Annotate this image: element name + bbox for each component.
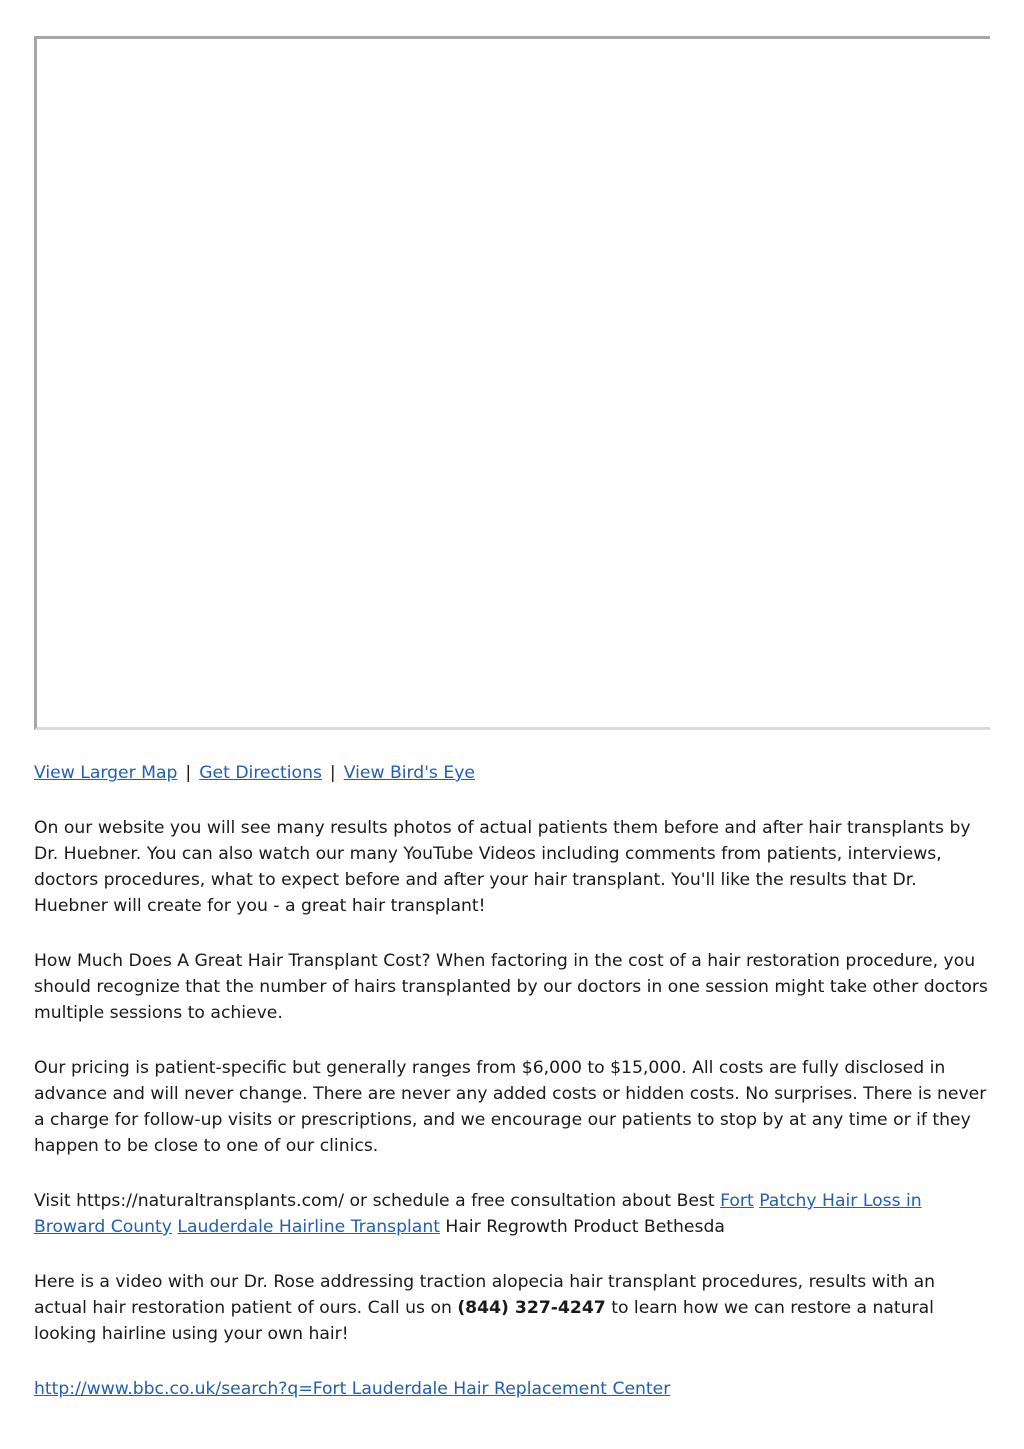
paragraph-results-photos: On our website you will see many results photos of actual patients them before and after hair transplants by Dr. Huebner. You can also watch our many YouTube Videos including comments from patients, interviews, doctors procedures, what to expect before and after your hair transplant. You'll like the results that Dr. Huebner will create for you - a great hair transplant! — [34, 818, 971, 916]
video-intro-text: Here is a video with our Dr. Rose addressing traction alopecia hair transplant procedures, results with an actual hair restoration patient of ours. Call us on — [34, 1272, 935, 1318]
phone-number: (844) 327-4247 — [457, 1298, 606, 1318]
link-separator: | — [329, 763, 336, 783]
paragraph-visit — [34, 1188, 990, 1240]
paragraph-pricing: Our pricing is patient-specific but generally ranges from $6,000 to $15,000. All costs are fully disclosed in advance and will never change. There are never any added costs or hidden costs. No surprises. There is never a charge for follow-up visits or prescriptions, and we encourage our patients to stop by at any time or if they happen to be close to one of our clinics. — [34, 1058, 987, 1156]
bbc-search-link[interactable]: http://www.bbc.co.uk/search?q=Fort Lauderdale Hair Replacement Center — [34, 1379, 671, 1399]
visit-intro-text: Visit https://naturaltransplants.com/ or schedule a free consultation about Best — [34, 1191, 721, 1211]
video-outro-text: to learn how we can restore a natural looking hairline using your own hair! — [34, 1298, 934, 1344]
link-separator: | — [185, 763, 192, 783]
view-birds-eye-link[interactable]: View Bird's Eye — [343, 763, 475, 783]
lauderdale-hairline-link[interactable]: Lauderdale Hairline Transplant — [177, 1217, 440, 1237]
view-larger-map-link[interactable]: View Larger Map — [34, 763, 178, 783]
map-frame[interactable] — [34, 36, 990, 730]
visit-outro-text: Hair Regrowth Product Bethesda — [439, 1217, 725, 1237]
bottom-link-row — [34, 1376, 990, 1402]
map-links-row — [34, 760, 990, 786]
fort-link[interactable]: Fort — [720, 1191, 754, 1211]
content-body — [34, 760, 990, 1431]
get-directions-link[interactable]: Get Directions — [199, 763, 322, 783]
patchy-hair-loss-link[interactable]: Patchy Hair Loss in Broward County — [34, 1191, 922, 1237]
paragraph-transplant-cost: How Much Does A Great Hair Transplant Cost? When factoring in the cost of a hair restoration procedure, you should recognize that the number of hairs transplanted by our doctors in one session might take other doctors multiple sessions to achieve. — [34, 951, 988, 1023]
paragraph-video — [34, 1269, 990, 1347]
